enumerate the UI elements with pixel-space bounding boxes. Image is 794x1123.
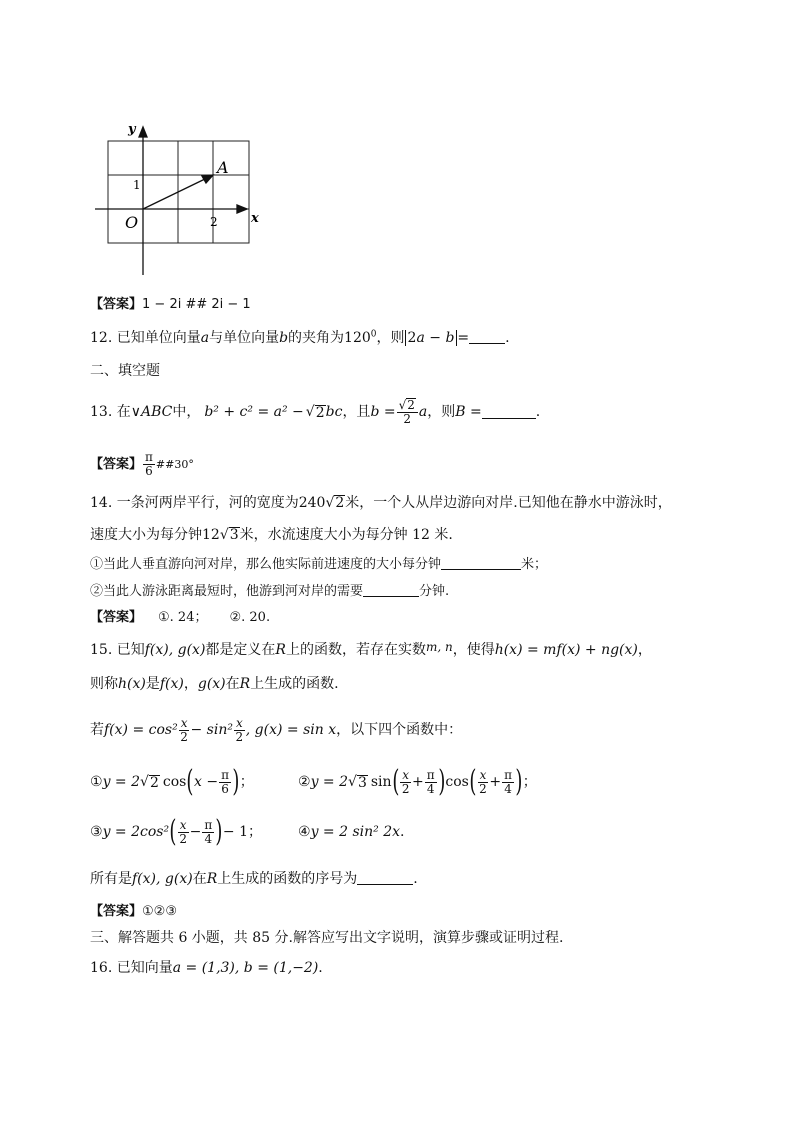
answer-label: 【答案】: [90, 297, 143, 312]
origin-label: O: [125, 213, 139, 232]
q11-answer: [90, 297, 251, 311]
q14-sub-1: ①当此人垂直游向河对岸，那么他实际前进速度的大小每分钟 米；: [90, 557, 548, 572]
q14-sub-2: ②当此人游泳距离最短时，他游到河对岸的需要 分钟.: [90, 584, 450, 599]
vector-b: b: [279, 330, 289, 346]
triangle-abc: ∨ABC: [130, 404, 173, 420]
y-axis-label: y: [128, 122, 136, 137]
q14-line-2: 速度大小为每分钟12√3米，水流速度大小为每分钟 12 米.: [90, 527, 453, 543]
q13-answer: [90, 442, 194, 486]
answer-text: ①②③: [142, 904, 177, 919]
answer-blank: [441, 556, 521, 570]
q15-line-3: 若 f(x) = cos² $\frac{x}{2}$ − sin² $\frac{x}{2}$ , g(x) = sin x ，以下四个函数中：: [90, 715, 463, 744]
x-axis: [95, 205, 247, 213]
q12-text: 的夹角为: [288, 330, 345, 346]
tick-x-label: 2: [210, 215, 218, 229]
q15-option-2: ② y = 2 √ 3 sin ( $\frac{x}{2}$ + $\frac{\pi}{4}$ ) cos ( $\frac{x}{2}$ + $\frac{\pi}{4}$ ) ；: [298, 764, 537, 799]
q15-option-4: ④ y = 2 sin² 2x .: [298, 824, 405, 840]
q15-line-2: 则称h(x)是f(x)，g(x)在R上生成的函数.: [90, 676, 339, 692]
q15-option-3: ③ y = 2cos² ( $\frac{x}{2}$ − $\frac{\pi}{4}$ ) − 1 ；: [90, 814, 263, 849]
section-3-title: 三、解答题共 6 小题，共 85 分.解答应写出文字说明，演算步骤或证明过程.: [90, 930, 564, 946]
tick-y-label: 1: [133, 178, 141, 192]
answer-blank: [482, 405, 536, 419]
q14-line-1: 14. 一条河两岸平行，河的宽度为240√2米，一个人从岸边游向对岸.已知他在静水中游泳时，: [90, 495, 672, 511]
answer-blank: [357, 871, 413, 885]
answer-blank: [363, 583, 419, 597]
q15-option-1: ① y = 2 √ 2 cos ( x − $\frac{\pi}{6}$ ) ；: [90, 764, 254, 799]
section-2-title: 二、填空题: [90, 363, 160, 379]
coordinate-figure: [90, 115, 270, 280]
q15-answer: [90, 904, 177, 918]
angle-value: 120: [344, 330, 371, 346]
answer-blank: [469, 330, 505, 344]
answer-label: 【答案】: [90, 456, 143, 472]
q16-question: 16. 已知向量a = (1,3), b = (1,−2).: [90, 960, 323, 976]
q12-text: ，则: [376, 330, 405, 346]
q15-line-last: 所有是f(x), g(x)在R上生成的函数的序号为 .: [90, 871, 418, 887]
q12-text: 12. 已知单位向量: [90, 330, 201, 346]
x-axis-label: x: [251, 211, 259, 226]
q14-answer: 【答案】 ①. 24； ②. 20.: [90, 610, 271, 625]
answer-label: 【答案】: [90, 904, 143, 919]
q13-question: 13. 在 ∨ABC 中， b² + c² = a² − √ 2 bc ，且 b = $\frac{√2}{2}$ a ，则 B = .: [90, 398, 541, 426]
q12-text: 与单位向量: [209, 330, 280, 346]
q12-question: 12. 已知单位向量a与单位向量b的夹角为$120^0$，则 2a − b = .: [90, 329, 510, 346]
fraction: $\frac{√2}{2}$: [397, 398, 418, 425]
magnitude-expression: 2a − b: [405, 330, 458, 346]
degree-mark: 0: [370, 329, 377, 340]
point-a-label: A: [217, 158, 229, 177]
answer-fraction: $\frac{\pi}{6}$: [145, 449, 153, 478]
q15-line-1: 15. 已知f(x), g(x)都是定义在R上的函数，若存在实数m, n，使得h(x) = mf(x) + ng(x)，: [90, 640, 652, 658]
y-axis: [139, 127, 147, 275]
answer-label: 【答案】: [90, 610, 143, 625]
answer-text: ##30°: [155, 457, 194, 471]
vector-a: a: [200, 330, 210, 346]
answer-text: 1 − 2i ## 2i − 1: [142, 297, 251, 312]
